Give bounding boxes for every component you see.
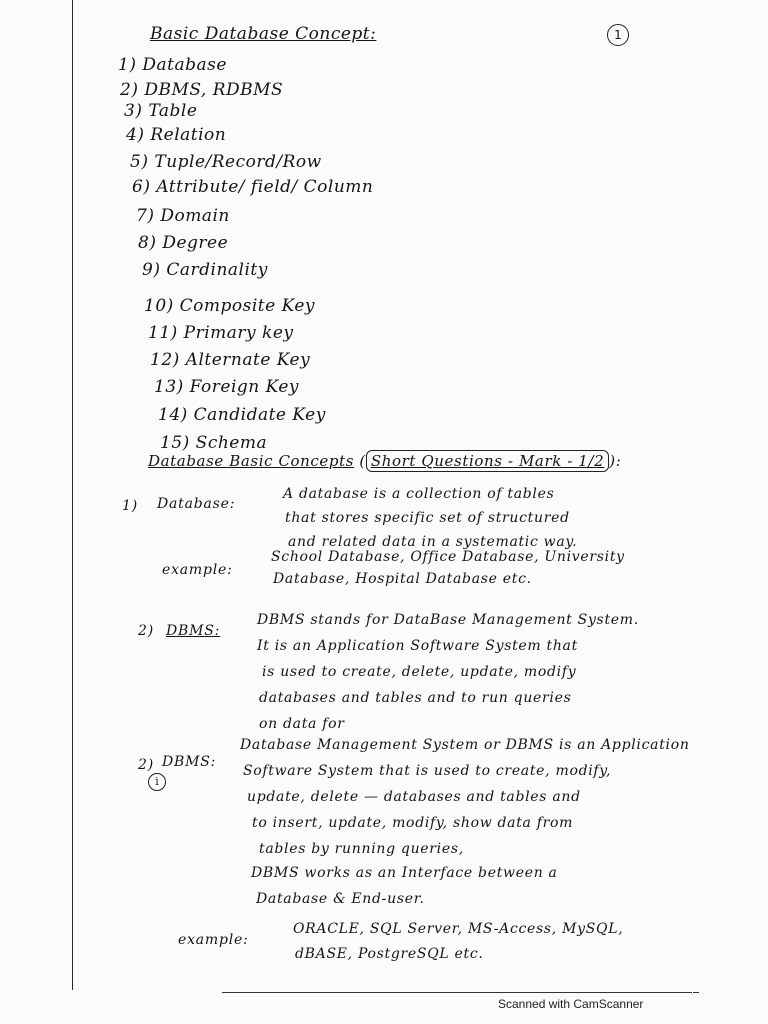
entry-line: on data for [259,716,345,732]
concept-item: 10) Composite Key [144,296,316,316]
concept-item: 8) Degree [138,233,229,253]
entry-line: Database & End-user. [256,891,425,907]
entry-line: Software System that is used to create, modify, [243,763,612,779]
example-line: Database, Hospital Database etc. [273,571,532,587]
example-label: example: [162,562,233,578]
concept-item: 4) Relation [126,125,227,145]
concept-item: 11) Primary key [148,323,294,343]
margin-line [72,0,73,990]
entry-line: It is an Application Software System that [257,638,578,654]
concept-item: 9) Cardinality [142,260,268,280]
entry-label-dbms: DBMS: [166,623,221,639]
bottom-dash [693,992,699,993]
concept-item: 1) Database [118,55,227,75]
entry-line: to insert, update, modify, show data from [252,815,574,831]
entry-number: 2) [138,757,154,773]
concept-item: 3) Table [124,101,198,121]
entry-line: databases and tables and to run queries [259,690,572,706]
camscanner-watermark: Scanned with CamScanner [498,997,644,1011]
entry-label-dbms-i: DBMS: [162,754,217,770]
section-paren-open: ( [359,452,366,470]
bottom-rule [222,992,692,993]
entry-line: DBMS works as an Interface between a [251,865,558,881]
entry-line: DBMS stands for DataBase Management System. [257,612,639,628]
entry-number: 1) [122,498,138,514]
entry-line: is used to create, delete, update, modify [262,664,577,680]
concept-item: 7) Domain [136,206,230,226]
page-title: Basic Database Concept: [150,24,377,44]
example-line: ORACLE, SQL Server, MS-Access, MySQL, [293,921,624,937]
entry-line: Database Management System or DBMS is an Application [240,737,690,753]
entry-line: tables by running queries, [259,841,464,857]
example-line: dBASE, PostgreSQL etc. [295,946,484,962]
entry-line: update, delete — databases and tables and [247,789,581,805]
section-subtitle: Short Questions - Mark - 1/2 [366,450,609,472]
entry-line: A database is a collection of tables [283,486,555,502]
section-title: Database Basic Concepts [148,452,355,470]
sub-number-circle: i [148,773,166,791]
concept-item: 2) DBMS, RDBMS [120,80,284,100]
concept-item: 6) Attribute/ field/ Column [132,177,374,197]
example-line: School Database, Office Database, University [271,549,625,565]
entry-line: that stores specific set of structured [285,510,570,526]
concept-item: 12) Alternate Key [150,350,311,370]
page-number: 1 [607,24,629,46]
concept-item: 5) Tuple/Record/Row [130,152,322,172]
concept-item: 15) Schema [160,433,268,453]
entry-label-database: Database: [157,496,236,512]
concept-item: 13) Foreign Key [154,377,300,397]
entry-number: 2) [138,623,154,639]
entry-line: and related data in a systematic way. [288,534,578,550]
concept-item: 14) Candidate Key [158,405,326,425]
example-label: example: [178,932,249,948]
section-paren-close: ): [609,452,622,470]
section-heading [148,452,621,470]
